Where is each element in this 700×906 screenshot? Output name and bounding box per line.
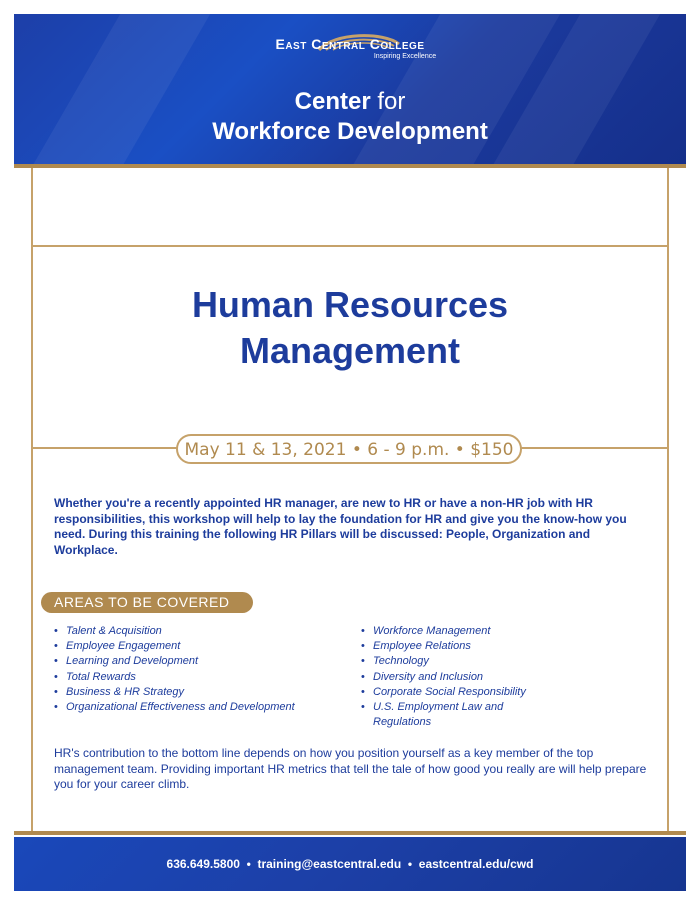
footer-gold-rule [14,831,686,835]
header-banner [14,14,686,164]
frame-left-border [31,168,33,831]
list-item: • Employee Relations [361,639,561,654]
list-item: • Organizational Effectiveness and Development [54,700,354,715]
page-title-line1: Human Resources [191,284,509,325]
list-item: • Diversity and Inclusion [361,670,561,685]
college-logo [14,36,686,60]
areas-list-right [361,624,561,730]
email-link[interactable]: training@eastcentral.edu [257,857,402,871]
college-name: East Central College [275,36,425,52]
list-item: • U.S. Employment Law and Regulations [361,700,561,730]
list-item: • Technology [361,654,561,669]
center-subtitle: Workforce Development [212,118,488,145]
event-details-badge: May 11 & 13, 2021 • 6 - 9 p.m. • $150 [176,434,522,464]
footer-banner [14,837,686,891]
center-title [14,88,686,146]
areas-list-left [54,624,354,715]
college-tagline: Inspiring Excellence [373,53,437,60]
list-item: • Total Rewards [54,670,354,685]
list-item: • Workforce Management [361,624,561,639]
footer-contact [14,837,686,891]
center-word: Center [294,88,371,115]
header-gold-rule [14,164,686,168]
areas-heading: AREAS TO BE COVERED [41,592,253,613]
list-item: • Corporate Social Responsibility [361,685,561,700]
phone-number: 636.649.5800 [166,857,240,871]
footer-separator: • [246,857,251,871]
frame-right-border [667,168,669,831]
center-for: for [377,88,406,115]
page-title-line2: Management [239,330,461,371]
closing-paragraph: HR's contribution to the bottom line depends on how you position yourself as a key member of the top management team. Providing important HR metrics that tell the tale of how good you really are will help prepare you for your career climb. [54,746,647,791]
divider-top [31,245,669,247]
intro-paragraph: Whether you're a recently appointed HR manager, are new to HR or have a non-HR job with HR responsibilities, this workshop will help to lay the foundation for HR and give you the know-how you need. During this training the following HR Pillars will be discussed: People, Organization and Workplace. [54,496,627,557]
list-item: • Learning and Development [54,654,354,669]
page-title [33,282,667,374]
list-item: • Talent & Acquisition [54,624,354,639]
list-item: • Employee Engagement [54,639,354,654]
footer-separator: • [407,857,413,871]
website-link[interactable]: eastcentral.edu/cwd [418,857,534,871]
list-item: • Business & HR Strategy [54,685,354,700]
